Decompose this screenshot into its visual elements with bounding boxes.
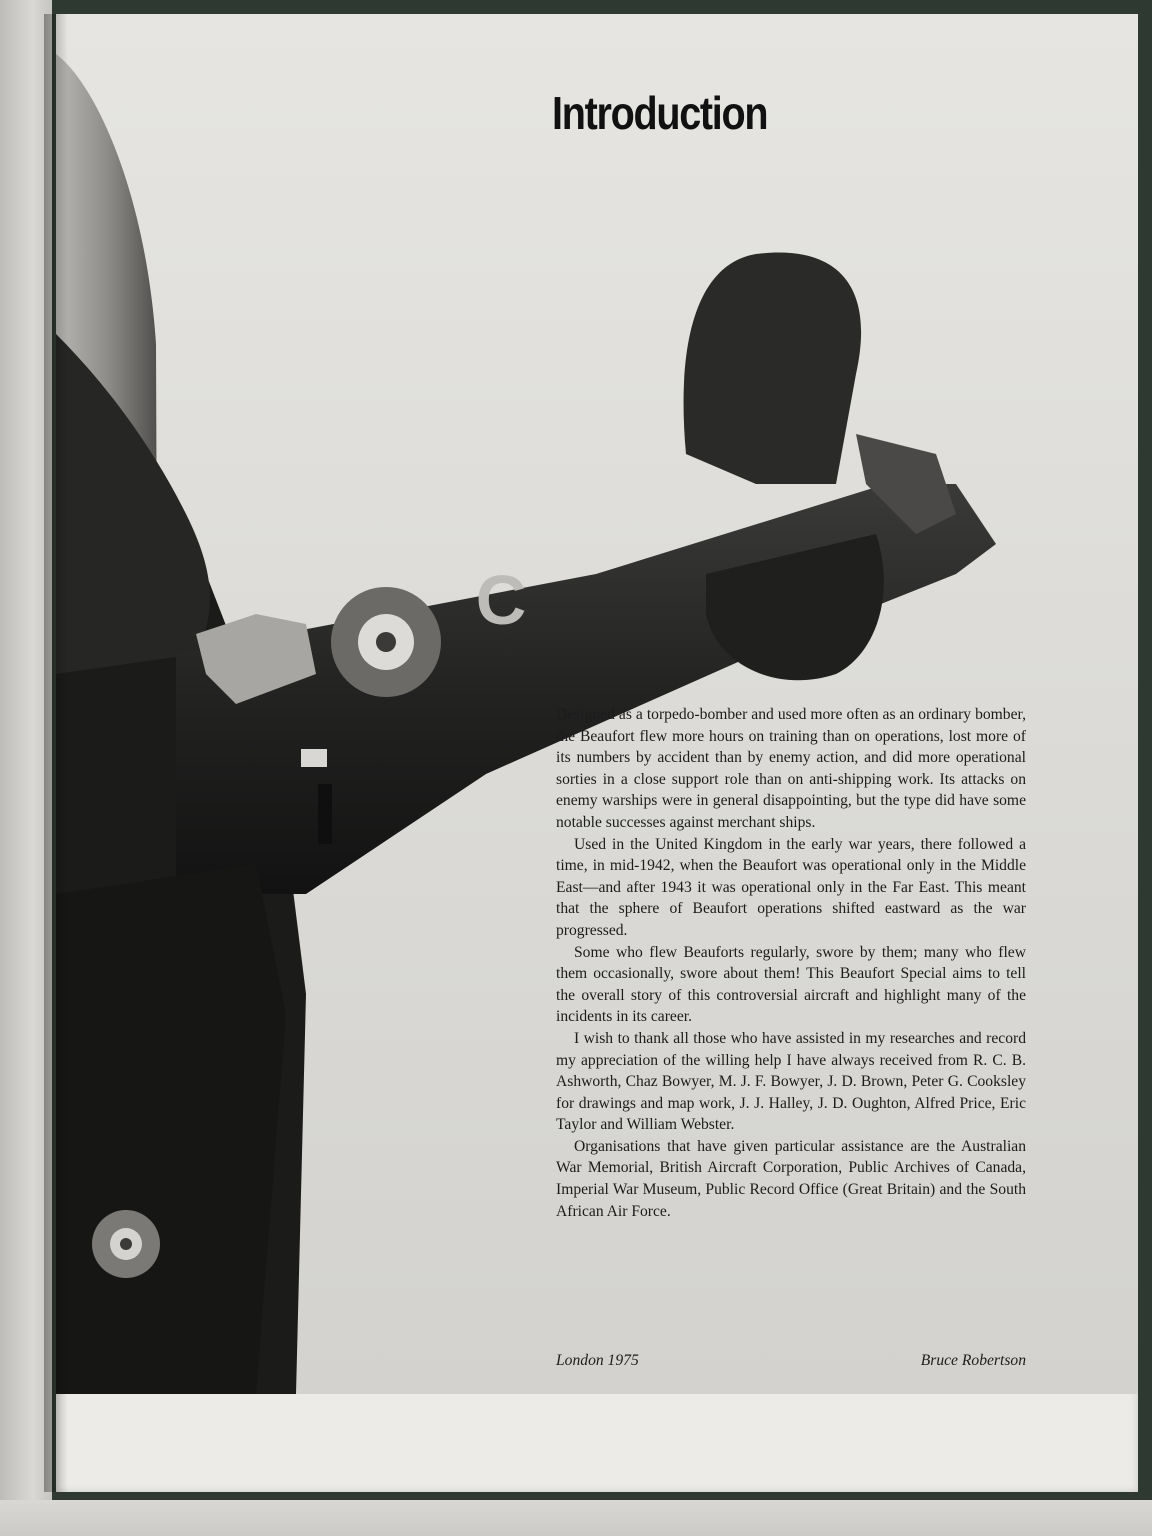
roundel-center [376,632,396,652]
paragraph-4: I wish to thank all those who have assisted in my researches and record my appreciation of the willing help I have always received from R. C. B. Ashworth, Chaz Bowyer, M. J. F. Bowyer, J. D. Brown, Peter G. Cooksley for drawings and map work, J. J. Halley, J. D. Oughton, Alfred Price, Eric Taylor and William Webster. [556,1029,1026,1134]
introduction-body [556,704,1026,1222]
paragraph-1: Designed as a torpedo-bomber and used more often as an ordinary bomber, the Beaufort flew more hours on training than on operations, lost more of its numbers by accident than by enemy action, and did more operational sorties in a close support role than on anti-shipping work. Its attacks on enemy warships were in general disappointing, but the type did have some notable successes against merchant ships. [556,706,1026,831]
aerial-mast [318,784,332,844]
signoff-place-date: London 1975 [556,1352,639,1369]
signoff-author: Bruce Robertson [920,1352,1026,1369]
gutter-shadow [44,14,68,1492]
paragraph-3: Some who flew Beauforts regularly, swore by them; many who flew them occasionally, swore about them! This Beaufort Special aims to tell the overall story of this controversial aircraft and highlight many of the incidents in its career. [556,943,1026,1026]
lower-roundel-center [120,1238,132,1250]
paragraph-2: Used in the United Kingdom in the early war years, there followed a time, in mid-1942, when the Beaufort was operational only in the Middle East—and after 1943 it was operational only in the Far East. This meant that the sphere of Beaufort operations shifted eastward as the war progressed. [556,835,1026,939]
fuselage-hatch [301,749,327,767]
paragraph-5: Organisations that have given particular assistance are the Australian War Memorial, British Aircraft Corporation, Public Archives of Canada, Imperial War Museum, Public Record Office (Great Britain) and the South African Air Force. [556,1137,1026,1220]
aircraft-wing-lower [56,864,286,1394]
aircraft-tail-fin [684,253,862,485]
bottom-edge [0,1500,1152,1536]
fuselage-code-letter: C [475,561,527,639]
page-title: Introduction [552,87,768,139]
